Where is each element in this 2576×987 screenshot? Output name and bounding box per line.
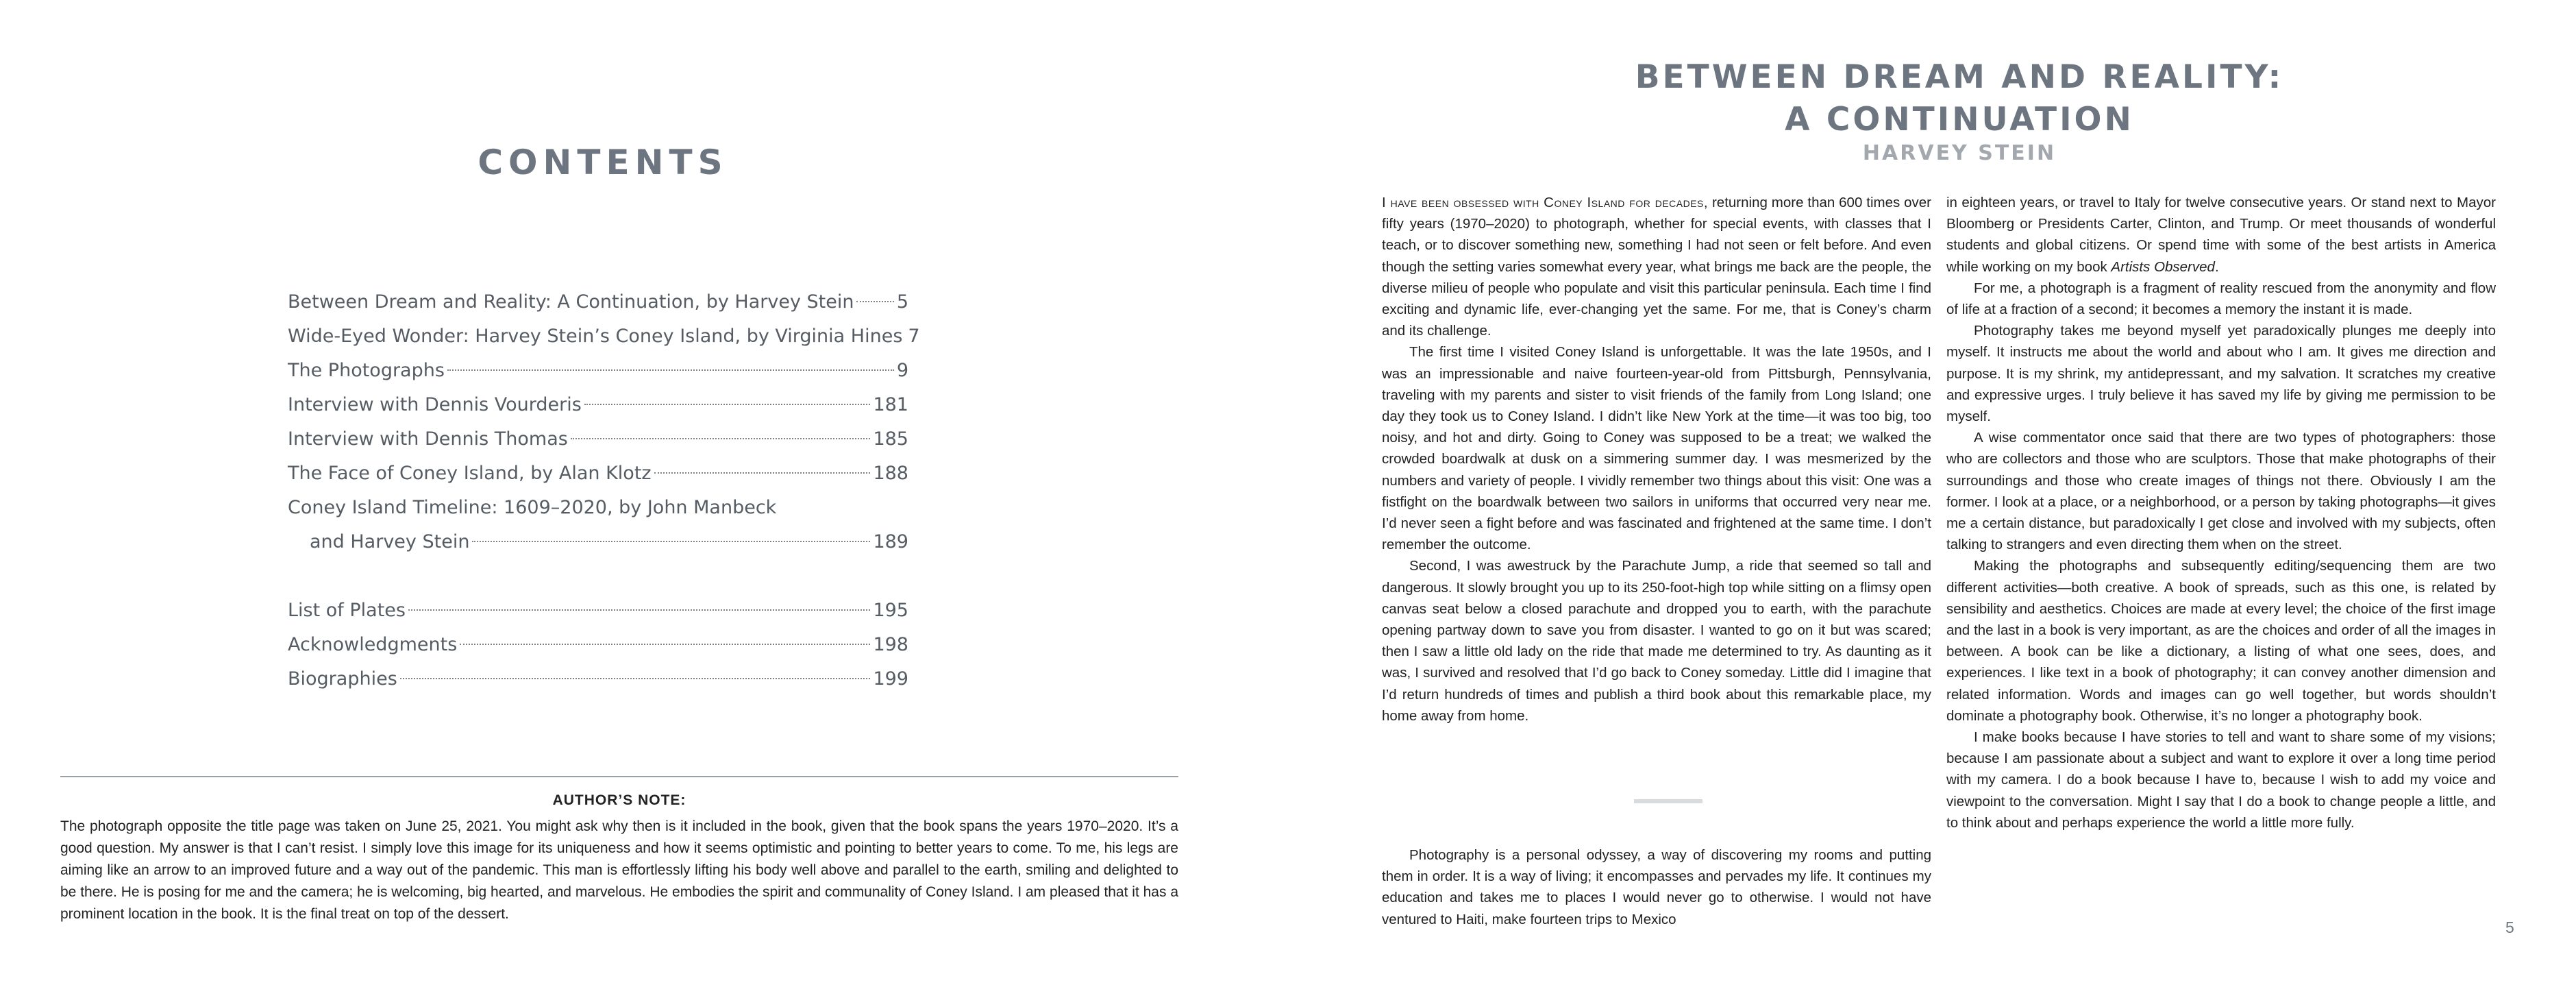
toc-entry-title: The Photographs <box>288 360 445 381</box>
toc-entry <box>288 354 908 388</box>
toc-entry-page: 198 <box>873 634 908 655</box>
toc-entry-title: Coney Island Timeline: 1609–2020, by John Manbeck <box>288 497 777 518</box>
essay-paragraph: For me, a photograph is a fragment of reality rescued from the anonymity and flow of life at a fraction of a second; it becomes a memory the instant it is made. <box>1946 280 2496 318</box>
toc-entry-page: 188 <box>873 463 908 484</box>
toc-entry-title: Interview with Dennis Vourderis <box>288 394 582 415</box>
section-divider <box>1634 799 1702 803</box>
essay-paragraph: Second, I was awestruck by the Parachute Jump, a ride that seemed so tall and dangerous. It slowly brought you up to its 250-foot-high top while sitting on a flimsy open canvas seat below a closed parachute and dropped you to earth, with the parachute opening partway down to save you from disaster. I wanted to go on it but was scared; then I saw a little old lady on the ride that made me determined to try. As daunting as it was, I survived and resolved that I’d go back to Coney someday. Little did I imagine that I’d return hundreds of times and publish a third book about this remarkable place, my home away from home. <box>1382 558 1931 724</box>
toc-entry-page: 189 <box>873 531 908 552</box>
dot-leader <box>472 541 870 542</box>
dot-leader <box>584 404 871 405</box>
authors-note-body: The photograph opposite the title page was taken on June 25, 2021. You might ask why then is it included in the book, given that the book spans the years 1970–2020. It’s a good question. My answer is that I can’t resist. I simply love this image for its uniqueness and how it seems optimistic and pointing to better years to come. To me, his legs are aiming like an arrow to an improved future and a way out of the pandemic. This man is effortlessly lifting his body well above and parallel to the earth, smiling and delighted to be there. He is posing for me and the camera; he is welcoming, big hearted, and marvelous. He embodies the spirit and communality of Coney Island. I am pleased that it has a prominent location in the book. It is the final treat on top of the dessert. <box>60 818 1178 922</box>
essay-title-line2: A CONTINUATION <box>1785 101 2134 138</box>
toc-entry <box>288 628 908 662</box>
toc-entry-title: The Face of Coney Island, by Alan Klotz <box>288 463 652 484</box>
dot-leader <box>571 438 871 439</box>
dot-leader <box>447 369 894 371</box>
dot-leader <box>856 301 893 302</box>
toc-entry <box>288 662 908 696</box>
essay-column-left-lower <box>1382 844 1931 930</box>
essay-paragraph-text: . <box>2214 258 2219 275</box>
toc-entry <box>288 491 908 559</box>
toc-entry <box>288 456 908 491</box>
essay-column-right <box>1946 192 2496 833</box>
toc-entry-title-continued: and Harvey Stein <box>310 531 470 552</box>
toc-entry-title: Interview with Dennis Thomas <box>288 428 568 450</box>
page-number: 5 <box>2505 918 2514 936</box>
table-of-contents <box>288 285 920 696</box>
dot-leader <box>654 472 871 474</box>
toc-entry-title: Acknowledgments <box>288 634 458 655</box>
toc-entry <box>288 319 920 354</box>
book-title-italic: Artists Observed <box>2111 258 2215 275</box>
authors-note <box>60 792 1178 925</box>
toc-entry <box>288 388 908 422</box>
toc-entry-title: Biographies <box>288 668 397 690</box>
essay-column-left <box>1382 192 1931 727</box>
toc-entry-page: 7 <box>908 326 920 347</box>
essay-paragraph: A wise commentator once said that there are two types of photographers: those who are collectors and those who are sculptors. Those that make photographs of their surroundings and those who create images of things not there. Obviously I am the former. I look at a place, or a neighborhood, or a person by taking photographs—it gives me a certain distance, but paradoxically I get close and involved with my subjects, often talking to strangers and even directing them when on the street. <box>1946 430 2496 553</box>
toc-entry-title: Wide-Eyed Wonder: Harvey Stein’s Coney Island, by Virginia Hines <box>288 326 903 347</box>
essay-paragraph: Making the photographs and subsequently editing/sequencing them are two different activities—both creative. A book of spreads, such as this one, is related by sensibility and aesthetics. Choices are made at every level; the choice of the first image and the last in a book is very important, as are the choices and order of all the images in between. A book can be like a dictionary, a listing of what one sees, does, and experiences. I like text in a book of photography; it can convey another dimension and related information. Words and images can go well together, but words shouldn’t dominate a photography book. Otherwise, it’s no longer a photography book. <box>1946 558 2496 724</box>
toc-entry <box>288 422 908 456</box>
essay-author: HARVEY STEIN <box>1862 141 2057 165</box>
toc-entry-page: 181 <box>873 394 908 415</box>
dot-leader <box>400 678 871 679</box>
toc-entry-page: 195 <box>873 600 908 621</box>
essay-paragraph <box>1382 192 1931 341</box>
essay-paragraph: Photography takes me beyond myself yet paradoxically plunges me deeply into myself. It instructs me about the world and about who I am. It gives me direction and purpose. It is my shrink, my antidepressant, and my salvation. It scratches my creative and expressive urges. I truly believe it has saved my life by giving me permission to be myself. <box>1946 323 2496 425</box>
essay-title <box>1535 56 2384 141</box>
essay-paragraph: The first time I visited Coney Island is unforgettable. It was the late 1950s, and I was an impressionable and naive fourteen-year-old from Pittsburgh, Pennsylvania, traveling with my parents and sister to visit friends of the family from Long Island; one day they took us to Coney Island. I didn’t like New York at the time—it was too big, too noisy, and hot and dirty. Going to Coney was supposed to be a treat; we walked the crowded boardwalk at dusk on a simmering summer day. I was mesmerized by the numbers and variety of people. I vividly remember two things about this visit: One was a fistfight on the boardwalk between two sailors in uniforms that occurred very near me. I’d never seen a fight before and was fascinated and frightened at the same time. I don’t remember the outcome. <box>1382 344 1931 553</box>
dot-leader <box>460 644 870 645</box>
toc-entry-title: Between Dream and Reality: A Continuation, by Harvey Stein <box>288 291 854 313</box>
contents-title: CONTENTS <box>478 143 728 182</box>
essay-paragraph-text: returning more than 600 times over fifty years (1970–2020) to photograph, whether for special events, with classes that I teach, or to discover something new, something I had not seen or felt before. And even though the setting varies somewhat every year, what brings me back are the people, the diverse milieu of people who populate and visit this particular peninsula. Each time I find exciting and dynamic life, ever-changing yet the same. For me, that is Coney’s charm and its challenge. <box>1382 195 1931 339</box>
right-page <box>1288 0 2576 987</box>
essay-paragraph <box>1946 192 2496 278</box>
dot-leader <box>408 609 870 611</box>
authors-note-heading: AUTHOR’S NOTE: <box>552 792 686 808</box>
toc-entry-page: 185 <box>873 428 908 450</box>
toc-entry-title: List of Plates <box>288 600 406 621</box>
essay-title-line1: BETWEEN DREAM AND REALITY: <box>1635 58 2284 96</box>
essay-paragraph: Photography is a personal odyssey, a way of discovering my rooms and putting them in order. It is a way of living; it encompasses and pervades my life. It continues my education and takes me to places I would never go to otherwise. I would not have ventured to Haiti, make fourteen trips to Mexico <box>1382 847 1931 927</box>
toc-entry-page: 9 <box>896 360 908 381</box>
essay-paragraph: I make books because I have stories to tell and want to share some of my visions; because I am passionate about a subject and want to explore it over a long time period with my camera. I do a book because I have to, because I wish to add my voice and viewpoint to the conversation. Might I say that I do a book to change people a little, and to think about and perhaps experience the world a little more fully. <box>1946 729 2496 831</box>
essay-lead-in: I have been obsessed with Coney Island for decades, <box>1382 195 1709 210</box>
toc-entry <box>288 594 908 628</box>
note-divider-rule <box>60 776 1178 777</box>
essay-paragraph-text: in eighteen years, or travel to Italy for twelve consecutive years. Or stand next to Mayor Bloomberg or Presidents Carter, Clinton, and Trump. Or meet thousands of wonderful students and global citizens. Or spend time with some of the best artists in America while working on my book <box>1946 195 2496 275</box>
toc-entry-page: 5 <box>896 291 908 313</box>
toc-entry-page: 199 <box>873 668 908 690</box>
toc-entry <box>288 285 908 319</box>
